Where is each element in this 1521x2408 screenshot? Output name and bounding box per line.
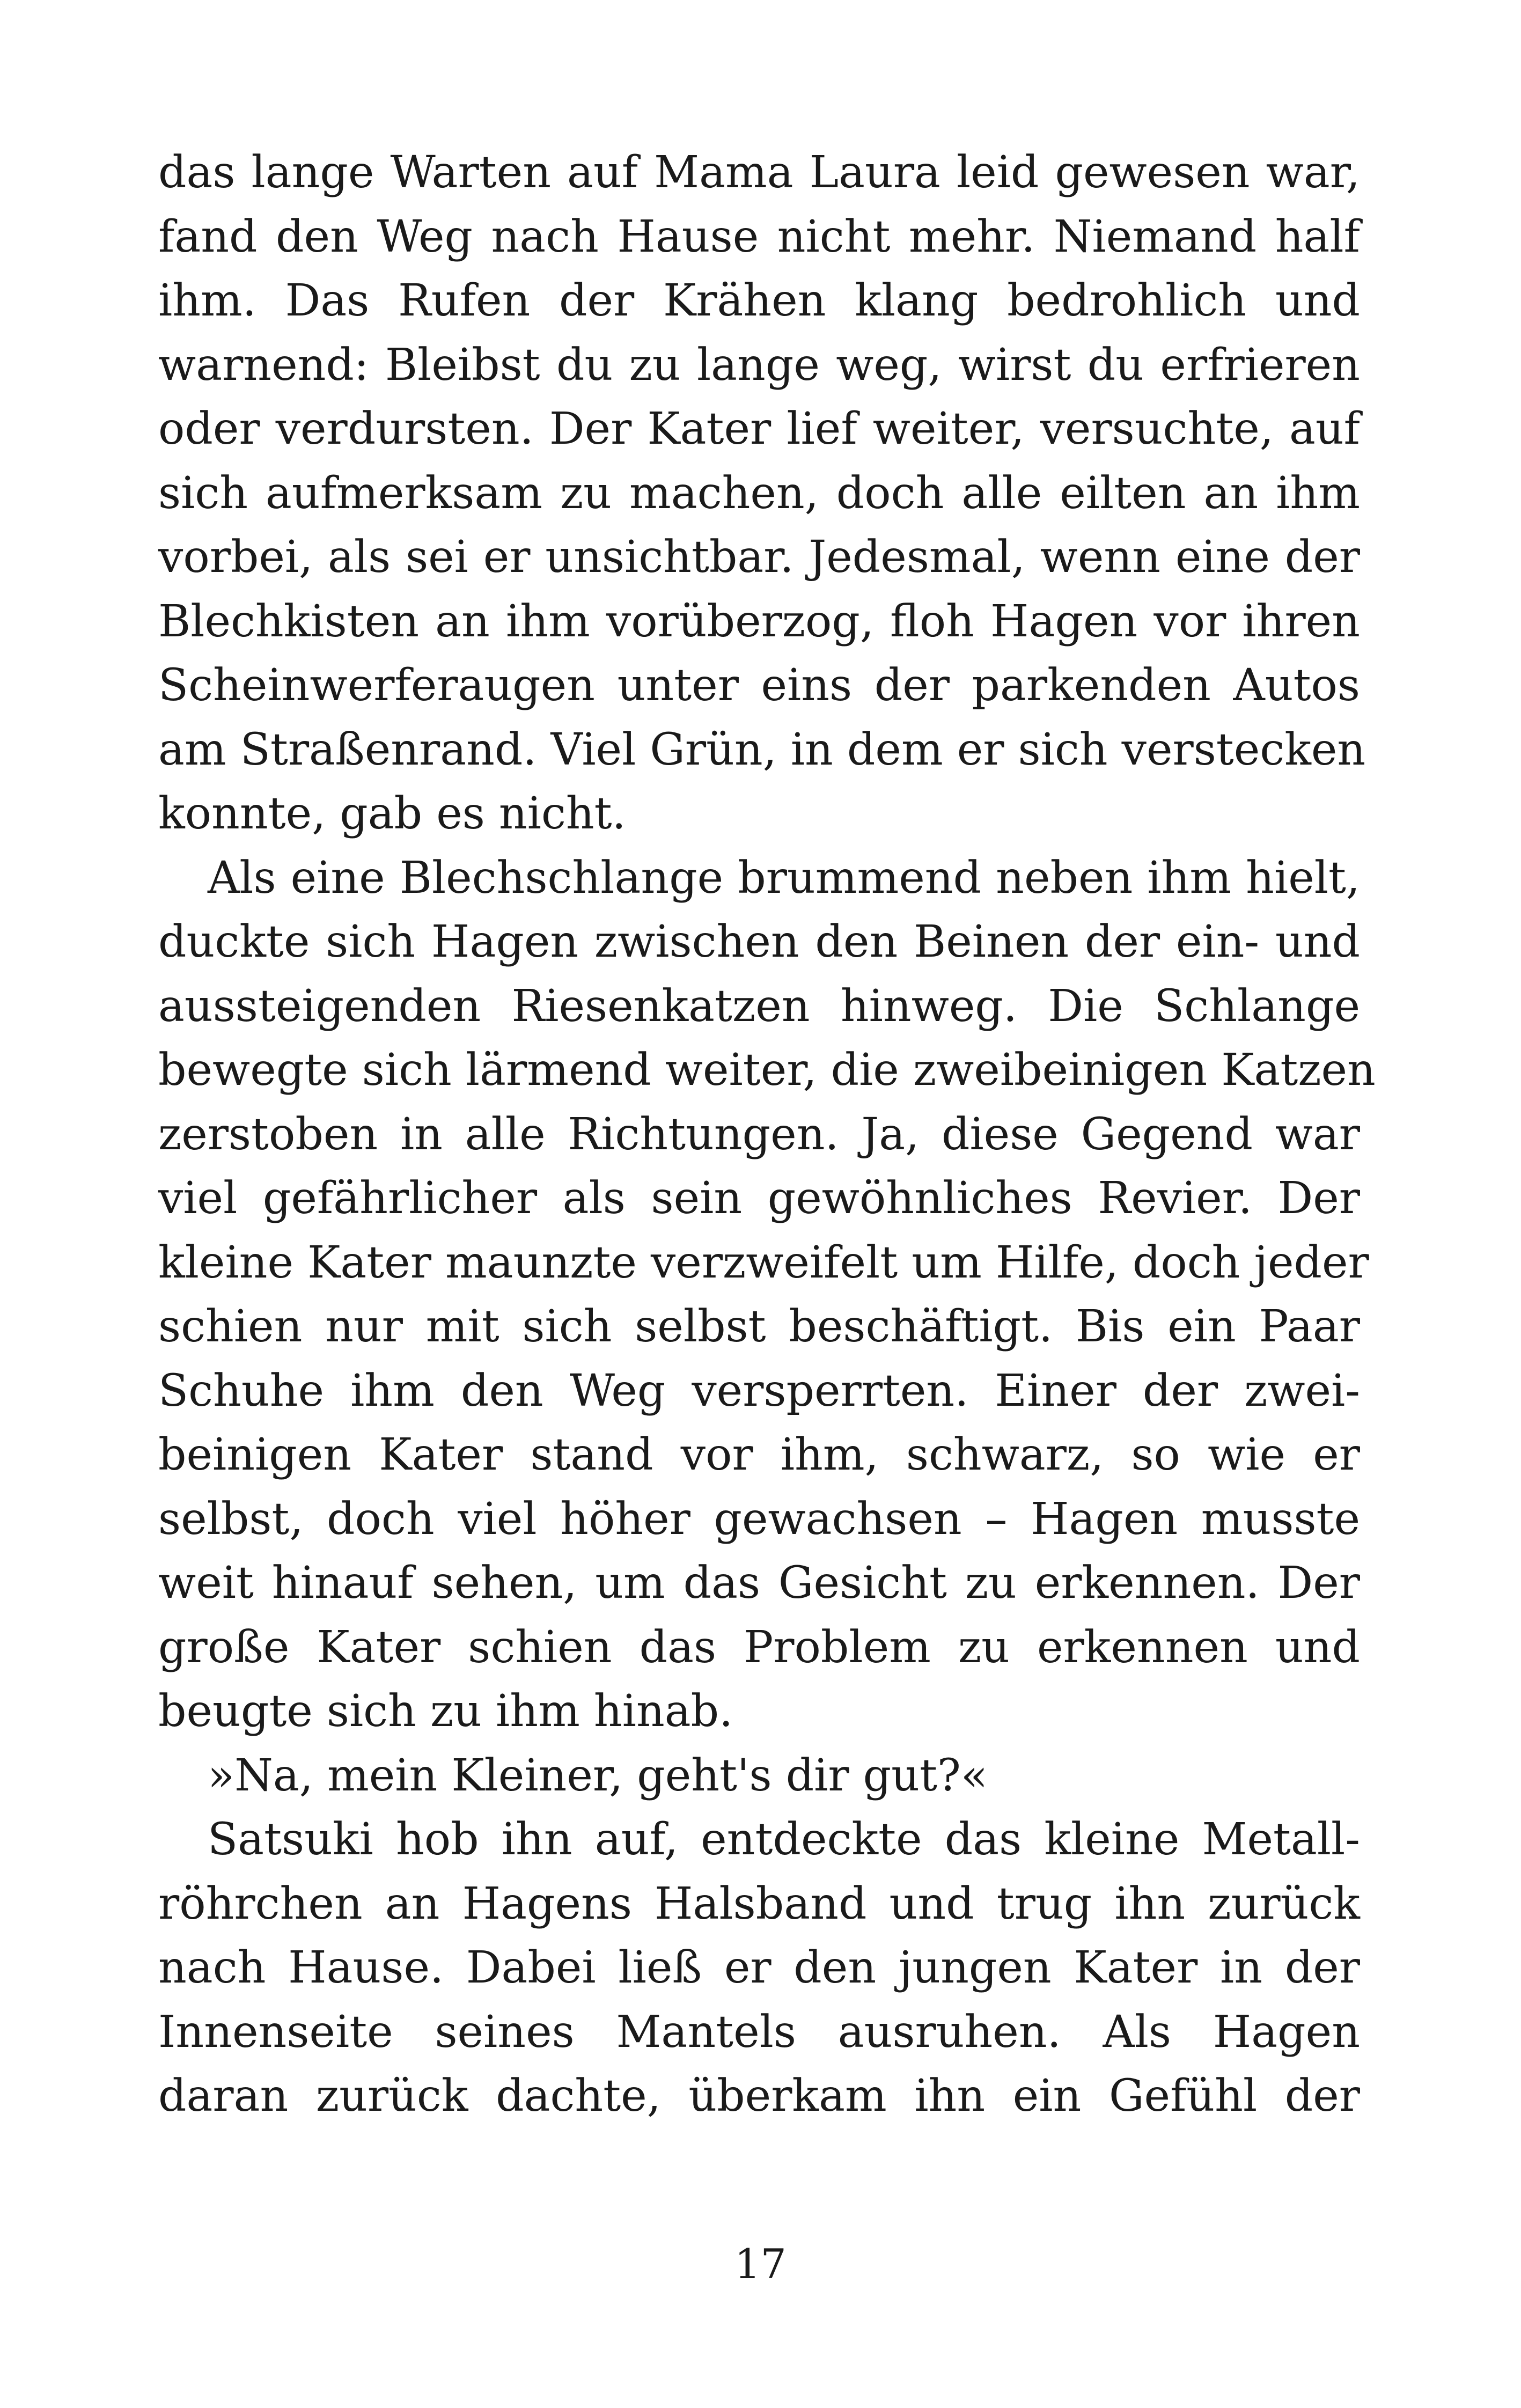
text-line: zerstoben in alle Richtungen. Ja, diese Gegend war [158,1108,1360,1160]
text-line: weit hinauf sehen, um das Gesicht zu erkennen. Der [158,1558,1360,1609]
text-line: nach Hause. Dabei ließ er den jungen Kater in der [158,1942,1360,1993]
text-line: bewegte sich lärmend weiter, die zweibeinigen Katzen [158,1045,1376,1096]
text-line: beugte sich zu ihm hinab. [158,1686,733,1737]
text-line: röhrchen an Hagens Halsband und trug ihn zurück [158,1878,1360,1929]
text-line: Innenseite seines Mantels ausruhen. Als Hagen [158,2006,1360,2058]
text-line: Schuhe ihm den Weg versperrten. Einer der zwei- [158,1365,1360,1416]
text-line: selbst, doch viel höher gewachsen – Hagen musste [158,1493,1360,1545]
text-line: aussteigenden Riesenkatzen hinweg. Die Schlange [158,980,1360,1032]
text-line: warnend: Bleibst du zu lange weg, wirst du erfrieren [158,339,1360,391]
text-line: Scheinwerferaugen unter eins der parkenden Autos [158,660,1360,711]
text-line: am Straßenrand. Viel Grün, in dem er sich verstecken [158,724,1366,775]
text-line: duckte sich Hagen zwischen den Beinen der ein- und [158,916,1360,967]
text-line: vorbei, als sei er unsichtbar. Jedesmal, wenn eine der [158,532,1360,583]
text-line: Blechkisten an ihm vorüberzog, floh Hagen vor ihren [158,596,1360,647]
body-text [158,141,1376,2128]
text-line: Satsuki hob ihn auf, entdeckte das kleine Metall- [208,1814,1360,1865]
text-line: daran zurück dachte, überkam ihn ein Gefühl der [158,2071,1360,2121]
text-line: konnte, gab es nicht. [158,788,626,839]
text-line: viel gefährlicher als sein gewöhnliches Revier. Der [158,1173,1360,1224]
text-line: schien nur mit sich selbst beschäftigt. Bis ein Paar [158,1301,1360,1352]
text-line: Als eine Blechschlange brummend neben ihm hielt, [208,852,1360,904]
text-line: das lange Warten auf Mama Laura leid gewesen war, [158,147,1360,198]
page-number: 17 [734,2240,787,2288]
text-line: beinigen Kater stand vor ihm, schwarz, so wie er [158,1429,1360,1480]
text-line: fand den Weg nach Hause nicht mehr. Niemand half [158,211,1360,262]
text-line: kleine Kater maunzte verzweifelt um Hilfe, doch jeder [158,1237,1369,1288]
text-line: »Na, mein Kleiner, geht's dir gut?« [208,1750,988,1801]
text-line: sich aufmerksam zu machen, doch alle eilten an ihm [158,467,1360,519]
text-line: große Kater schien das Problem zu erkennen und [158,1621,1360,1673]
text-line: ihm. Das Rufen der Krähen klang bedrohlich und [158,275,1360,326]
text-line: oder verdursten. Der Kater lief weiter, versuchte, auf [158,403,1360,454]
